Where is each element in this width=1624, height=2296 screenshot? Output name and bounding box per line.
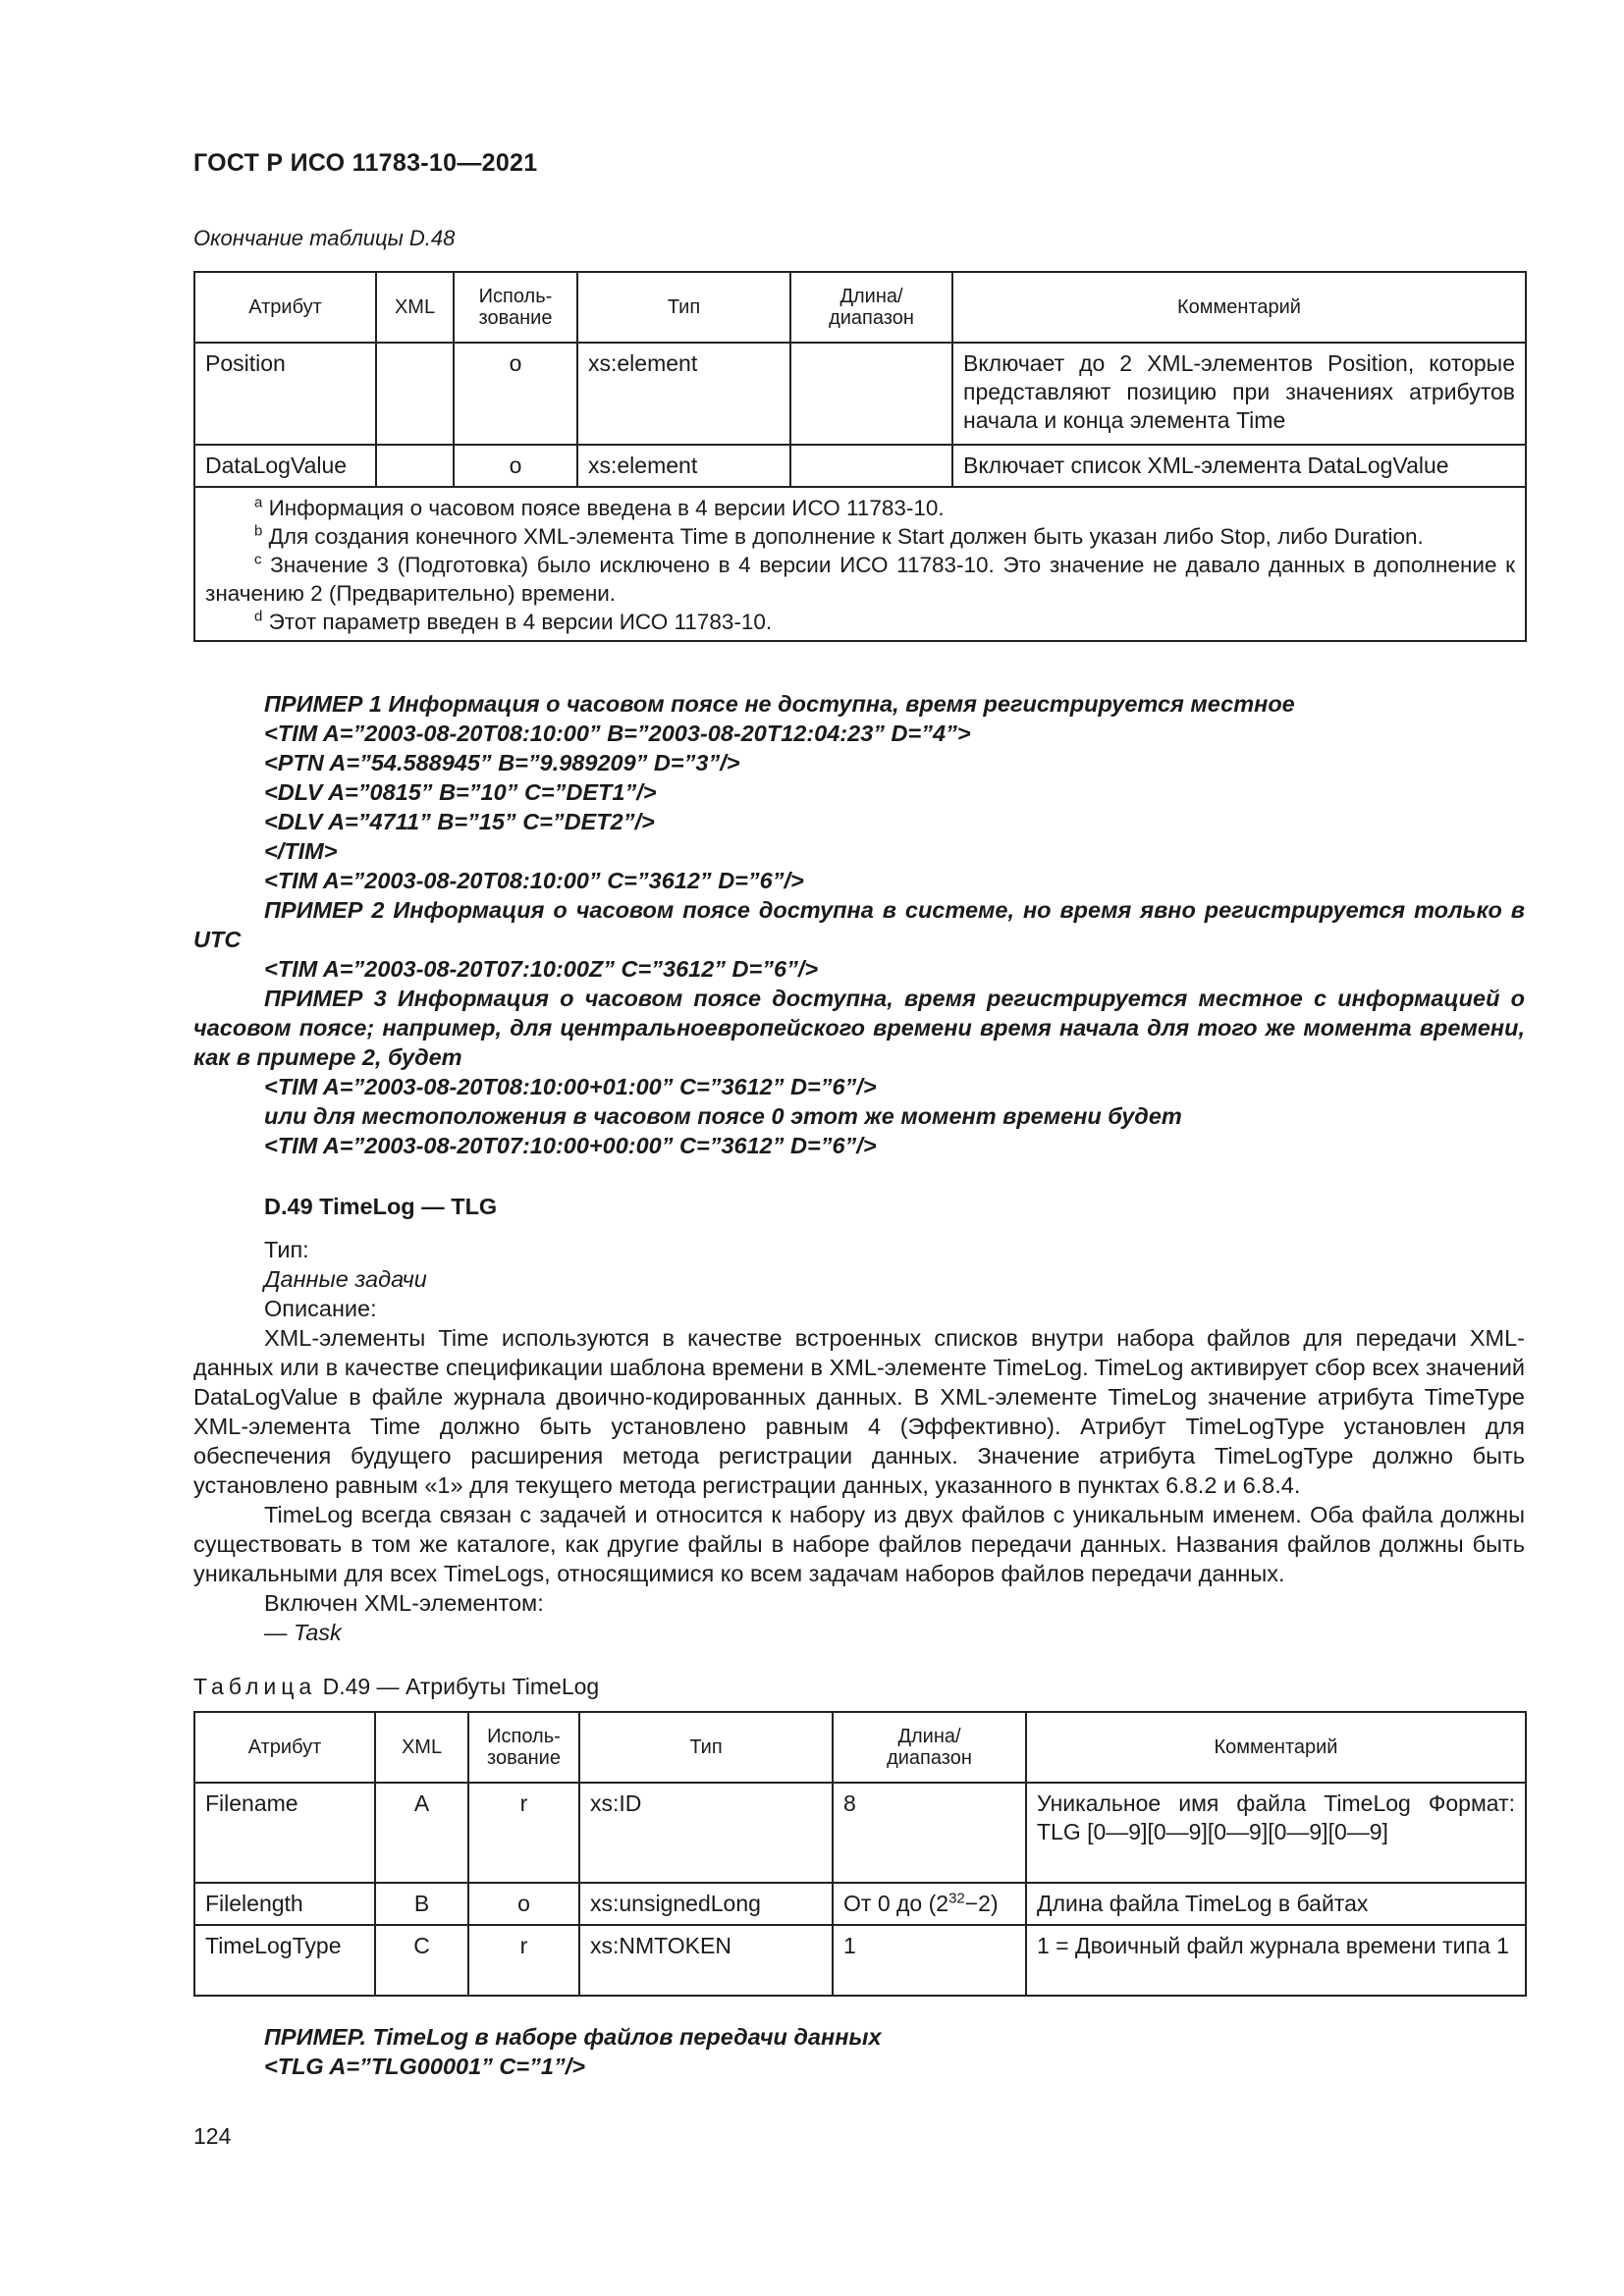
col-header-comment: Комментарий xyxy=(952,272,1526,343)
footnote: $^a$ Информация о часовом поясе введена в 4 версии ИСО 11783-10. xyxy=(254,494,945,520)
cell-range: От 0 до $(2^{32}-2)$ xyxy=(833,1883,1026,1925)
table-footnotes xyxy=(194,487,1526,641)
col-header-range: Длина/ диапазон xyxy=(833,1712,1026,1783)
col-header-range: Длина/ диапазон xyxy=(790,272,952,343)
cell-attribute: Filelength xyxy=(194,1883,375,1925)
description-paragraph: TimeLog всегда связан с задачей и относится к набору из двух файлов с уникальным именем. Оба файла должны существовать в том же каталоге, как другие файлы в наборе файлов передачи данных. Названия файлов должны быть уникальными для всех TimeLogs, относящимися ко всем задачам наборов файлов передачи данных. xyxy=(193,1502,1525,1586)
example-code-line: <TIM A=”2003-08-20T08:10:00” C=”3612” D=”6”/> xyxy=(264,868,804,893)
cell-type: xs:unsignedLong xyxy=(579,1883,833,1925)
col-header-xml: XML xyxy=(375,1712,468,1783)
table-row xyxy=(194,1783,1526,1883)
page-number: 124 xyxy=(193,2123,232,2149)
cell-xml xyxy=(376,445,454,487)
col-header-comment: Комментарий xyxy=(1026,1712,1526,1783)
table-row xyxy=(194,445,1526,487)
example-code-line: </TIM> xyxy=(264,838,338,864)
cell-comment: Уникальное имя файла TimeLog Формат: TLG [0—9][0—9][0—9][0—9][0—9] xyxy=(1026,1783,1526,1883)
col-header-type: Тип xyxy=(579,1712,833,1783)
table-d49 xyxy=(193,1711,1527,1997)
type-value: Данные задачи xyxy=(264,1266,427,1292)
cell-type: xs:ID xyxy=(579,1783,833,1883)
col-header-usage: Исполь- зование xyxy=(454,272,577,343)
example-code-line: <TLG A=”TLG00001” C=”1”/> xyxy=(264,2054,585,2079)
table-row xyxy=(194,1883,1526,1925)
table-footnotes-row xyxy=(194,487,1526,641)
table-caption: Таблица D.49 — Атрибуты TimeLog xyxy=(193,1674,600,1699)
table-header-row xyxy=(194,1712,1526,1783)
description-label: Описание: xyxy=(264,1296,377,1321)
example-title: ПРИМЕР. TimeLog в наборе файлов передачи данных xyxy=(264,2024,882,2050)
cell-attribute: TimeLogType xyxy=(194,1925,375,1996)
example-code-line: <DLV A=”0815” B=”10” C=”DET1”/> xyxy=(264,779,657,805)
final-example xyxy=(193,2022,1525,2081)
cell-range: 1 xyxy=(833,1925,1026,1996)
col-header-attribute: Атрибут xyxy=(194,1712,375,1783)
cell-comment: 1 = Двоичный файл журнала времени типа 1 xyxy=(1026,1925,1526,1996)
col-header-usage: Исполь- зование xyxy=(468,1712,579,1783)
example-code-line: <TIM A=”2003-08-20T08:10:00” B=”2003-08-20T12:04:23” D=”4”> xyxy=(264,721,971,746)
footnote: $^c$ Значение 3 (Подготовка) было исключено в 4 версии ИСО 11783-10. Это значение не давало данных в дополнение к значению 2 (Предварительно) времени. xyxy=(205,551,1515,606)
example-text-line: или для местоположения в часовом поясе 0 этот же момент времени будет xyxy=(264,1103,1182,1129)
cell-xml: A xyxy=(375,1783,468,1883)
cell-attribute: Filename xyxy=(194,1783,375,1883)
table-d48 xyxy=(193,271,1527,642)
cell-xml: C xyxy=(375,1925,468,1996)
range-exponent: 32 xyxy=(948,1890,965,1907)
type-label: Тип: xyxy=(264,1237,309,1262)
cell-comment: Длина файла TimeLog в байтах xyxy=(1026,1883,1526,1925)
example-code-line: <DLV A=”4711” B=”15” C=”DET2”/> xyxy=(264,809,655,834)
col-header-type: Тип xyxy=(577,272,790,343)
cell-range xyxy=(790,343,952,445)
table-row xyxy=(194,343,1526,445)
example-code-line: <TIM A=”2003-08-20T08:10:00+01:00” C=”3612” D=”6”/> xyxy=(264,1074,877,1099)
examples-block xyxy=(193,689,1525,1160)
col-header-xml: XML xyxy=(376,272,454,343)
cell-attribute: DataLogValue xyxy=(194,445,376,487)
example-code-line: <TIM A=”2003-08-20T07:10:00+00:00” C=”3612” D=”6”/> xyxy=(264,1133,877,1158)
description-paragraph: XML-элементы Time используются в качестве встроенных списков внутри набора файлов для передачи XML-данных или в качестве спецификации шаблона времени в XML-элементе TimeLog. TimeLog активирует сбор всех значений DataLogValue в файле журнала двоично-кодированных данных. В XML-элементе TimeLog значение атрибута TimeType XML-элемента Time должно быть установлено равным 4 (Эффективно). Атрибут TimeLogType установлен для обеспечения будущего расширения метода регистрации данных. Значение атрибута TimeLogType должно быть установлено равным «1» для текущего метода регистрации данных, указанного в пунктах 6.8.2 и 6.8.4. xyxy=(193,1325,1525,1498)
section-title: D.49 TimeLog — TLG xyxy=(264,1194,498,1219)
cell-comment: Включает список XML-элемента DataLogValue xyxy=(952,445,1526,487)
cell-usage: r xyxy=(468,1783,579,1883)
cell-range: 8 xyxy=(833,1783,1026,1883)
example-code-line: <TIM A=”2003-08-20T07:10:00Z” C=”3612” D=”6”/> xyxy=(264,956,819,982)
cell-usage: r xyxy=(468,1925,579,1996)
included-label: Включен XML-элементом: xyxy=(264,1590,544,1616)
table-row xyxy=(194,1925,1526,1996)
cell-type: xs:element xyxy=(577,343,790,445)
cell-xml: B xyxy=(375,1883,468,1925)
cell-usage: o xyxy=(454,445,577,487)
section-body xyxy=(193,1235,1525,1647)
cell-attribute: Position xyxy=(194,343,376,445)
table-continuation-caption: Окончание таблицы D.48 xyxy=(193,226,456,250)
cell-comment: Включает до 2 XML-элементов Position, которые представляют позицию при значениях атрибутов начала и конца элемента Time xyxy=(952,343,1526,445)
cell-type: xs:element xyxy=(577,445,790,487)
example-code-line: <PTN A=”54.588945” B=”9.989209” D=”3”/> xyxy=(264,750,740,775)
example-3-title: ПРИМЕР 3 Информация о часовом поясе доступна, время регистрируется местное с информацией о часовом поясе; например, для центральноевропейского времени время начала для того же момента времени, как в примере 2, будет xyxy=(193,986,1525,1070)
table-header-row xyxy=(194,272,1526,343)
cell-usage: o xyxy=(454,343,577,445)
footnote: $^d$ Этот параметр введен в 4 версии ИСО 11783-10. xyxy=(254,608,773,634)
example-1-title: ПРИМЕР 1 Информация о часовом поясе не доступна, время регистрируется местное xyxy=(264,691,1295,717)
cell-range xyxy=(790,445,952,487)
document-header: ГОСТ Р ИСО 11783-10—2021 xyxy=(193,149,538,177)
cell-type: xs:NMTOKEN xyxy=(579,1925,833,1996)
cell-usage: o xyxy=(468,1883,579,1925)
included-value: — Task xyxy=(264,1620,342,1645)
cell-xml xyxy=(376,343,454,445)
footnote: $^b$ Для создания конечного XML-элемента Time в дополнение к Start должен быть указан либо Stop, либо Duration. xyxy=(254,522,1424,549)
col-header-attribute: Атрибут xyxy=(194,272,376,343)
example-2-title: ПРИМЕР 2 Информация о часовом поясе доступна в системе, но время явно регистрируется только в UTC xyxy=(193,897,1525,952)
